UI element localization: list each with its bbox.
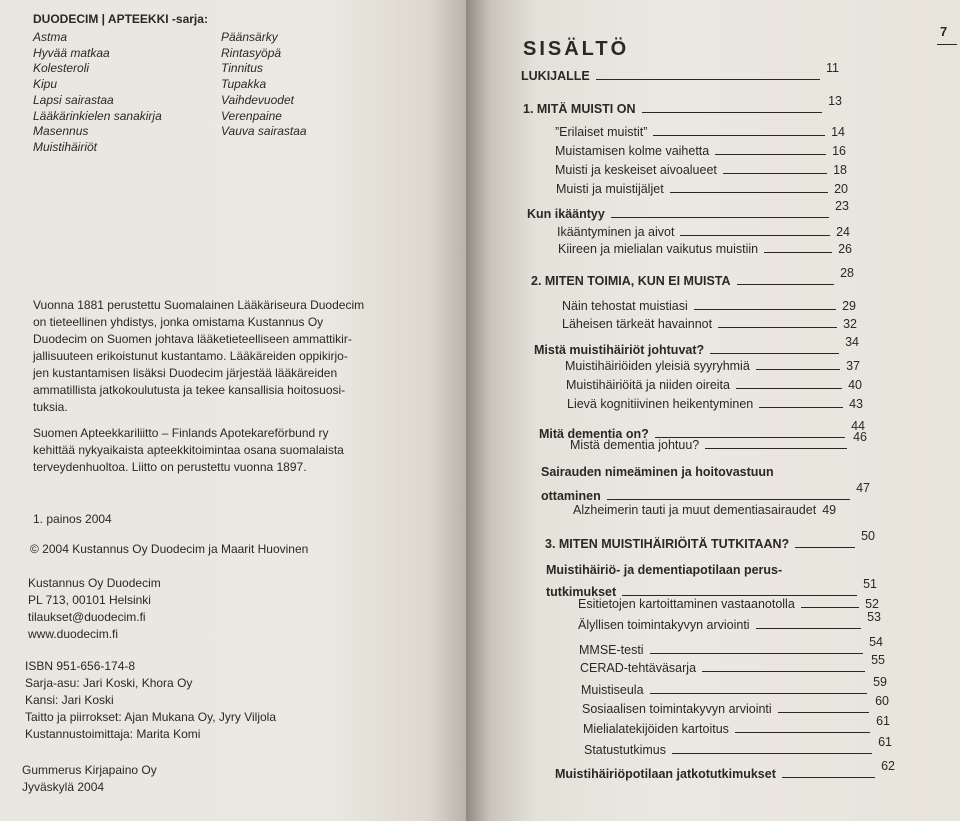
toc-entry-page: 24 [836, 225, 850, 239]
toc-leader [653, 135, 825, 136]
series-item: Masennus [33, 124, 89, 139]
toc-entry-title: tutkimukset [546, 585, 617, 599]
series-item: Verenpaine [221, 108, 282, 123]
page-number-rule [937, 44, 957, 45]
toc-entry-page: 32 [843, 317, 857, 331]
toc-entry [573, 503, 872, 517]
toc-entry-page: 14 [831, 125, 845, 139]
paragraph-line: jallisuuteen erikoistunut kustantamo. Lääkäreiden oppikirjo- [33, 349, 348, 363]
toc-leader [795, 547, 855, 548]
toc-entry-page: 49 [822, 503, 837, 517]
toc-entry-page: 13 [828, 94, 842, 108]
toc-entry-title: Muistihäiriöiden yleisiä syyryhmiä [565, 359, 750, 373]
toc-entry-title: Muistiseula [581, 683, 644, 697]
toc-entry [523, 94, 842, 116]
toc-leader [596, 79, 820, 80]
toc-entry [562, 317, 857, 331]
toc-leader [670, 192, 828, 193]
credit-line: Taitto ja piirrokset: Ajan Mukana Oy, Jyry Viljola [25, 710, 276, 724]
toc-entry-page: 52 [865, 597, 879, 611]
toc-entry [555, 759, 895, 781]
series-item: Päänsärky [221, 30, 278, 44]
toc-entry-page: 62 [881, 759, 895, 773]
toc-entry-page: 55 [871, 653, 885, 667]
series-item: Lääkärinkielen sanakirja [33, 108, 162, 123]
credit-line: Kansi: Jari Koski [25, 693, 114, 707]
toc-entry-page: 44 [851, 419, 865, 433]
paragraph-line: Suomen Apteekkariliitto – Finlands Apotekareförbund ry [33, 426, 329, 440]
toc-leader [778, 712, 869, 713]
toc-leader [710, 353, 839, 354]
toc-entry-title: Muisti ja muistijäljet [556, 182, 664, 196]
series-item: Tupakka [221, 77, 267, 92]
toc-leader [705, 448, 847, 449]
paragraph-line: ammatillista jatkokoulutusta ja tekee kansallisia hoitosuosi- [33, 383, 346, 397]
toc-entry [555, 144, 846, 158]
toc-entry [580, 653, 885, 675]
toc-entry-page: 28 [840, 266, 854, 280]
series-title: DUODECIM | APTEEKKI -sarja: [33, 12, 208, 26]
toc-entry [555, 125, 845, 139]
copyright: © 2004 Kustannus Oy Duodecim ja Maarit Huovinen [30, 542, 309, 556]
paragraph-line: Vuonna 1881 perustettu Suomalainen Lääkäriseura Duodecim [33, 298, 365, 312]
toc-entry [566, 378, 862, 392]
duodecim-paragraph [33, 297, 364, 416]
toc-entry-page: 50 [861, 529, 875, 543]
toc-entry [578, 610, 881, 632]
toc-leader [672, 753, 872, 754]
toc-leader [611, 217, 829, 218]
series-list-col1 [33, 30, 162, 156]
toc-entry-page: 59 [873, 675, 887, 689]
series-item: Hyvää matkaa [33, 45, 110, 60]
paragraph-line: Duodecim on Suomen johtava lääketieteelliseen ammattikir- [33, 332, 352, 346]
publisher-line: www.duodecim.fi [28, 627, 119, 641]
toc-leader [642, 112, 823, 113]
credit-line: Sarja-asu: Jari Koski, Khora Oy [25, 676, 193, 690]
toc-leader [650, 693, 868, 694]
toc-leader [650, 653, 864, 654]
publisher-line: PL 713, 00101 Helsinki [28, 593, 151, 607]
toc-entry-page: 29 [842, 299, 856, 313]
toc-leader [622, 595, 857, 596]
series-item: Vauva sairastaa [221, 124, 307, 139]
toc-entry-page: 54 [869, 635, 883, 649]
toc-entry-title: Lievä kognitiivinen heikentyminen [567, 397, 754, 411]
series-item: Lapsi sairastaa [33, 92, 114, 107]
toc-leader [715, 154, 826, 155]
toc-entry [578, 597, 879, 611]
toc-entry-page: 46 [853, 430, 867, 444]
toc-leader [782, 777, 875, 778]
toc-leader [756, 628, 862, 629]
toc-entry-page: 61 [878, 735, 892, 749]
toc-entry-title: Mielialatekijöiden kartoitus [583, 722, 729, 736]
toc-entry-page: 43 [849, 397, 863, 411]
toc-entry [562, 299, 856, 313]
publisher-line: tilaukset@duodecim.fi [28, 610, 146, 624]
toc-entry-page: 37 [846, 359, 860, 373]
printer-info [22, 762, 157, 796]
toc-entry [534, 335, 859, 357]
toc-entry-page: 23 [835, 199, 849, 213]
toc-entry-title: 1. MITÄ MUISTI ON [523, 102, 636, 116]
toc-entry-page: 16 [832, 144, 846, 158]
toc-entry-title: Sosiaalisen toimintakyvyn arviointi [582, 702, 772, 716]
toc-entry-page: 60 [875, 694, 889, 708]
toc-entry-page: 11 [826, 61, 839, 75]
edition: 1. painos 2004 [33, 512, 112, 526]
left-page [0, 0, 466, 821]
credits [25, 658, 276, 743]
series-list-col2 [221, 30, 307, 140]
page-number: 7 [940, 24, 948, 39]
paragraph-line: jen kustantamisen lisäksi Duodecim järjestää lääkäreiden [33, 366, 338, 380]
paragraph-line: terveydenhuoltoa. Liitto on perustettu vuonna 1897. [33, 460, 307, 474]
toc-entry [545, 529, 875, 551]
toc-entry-title: Muistihäiriöpotilaan jatkotutkimukset [555, 767, 776, 781]
series-item: Kolesteroli [33, 61, 90, 76]
toc-entry-page: 20 [834, 182, 848, 196]
toc-entry-page: 51 [863, 577, 877, 591]
toc-entry-title: CERAD-tehtäväsarja [580, 661, 697, 675]
toc-entry-title: Esitietojen kartoittaminen vastaanotolla [578, 597, 795, 611]
toc-leader [736, 388, 842, 389]
toc-leader [694, 309, 836, 310]
paragraph-line: on tieteellinen yhdistys, jonka omistama Kustannus Oy [33, 315, 324, 329]
toc-entry-title: Läheisen tärkeät havainnot [562, 317, 713, 331]
toc-entry-title: Mitä dementia on? [539, 427, 649, 441]
toc-leader [737, 284, 835, 285]
toc-entry [521, 61, 839, 83]
toc-entry-title: Kiireen ja mielialan vaikutus muistiin [558, 242, 759, 256]
toc-heading: SISÄLTÖ [523, 38, 630, 60]
series-item: Vaihdevuodet [221, 92, 294, 107]
toc-leader [702, 671, 865, 672]
toc-entry [556, 182, 848, 196]
toc-entry-page: 53 [867, 610, 881, 624]
toc-entry [555, 163, 847, 177]
toc-entry-title: 3. MITEN MUISTIHÄIRIÖITÄ TUTKITAAN? [545, 537, 790, 551]
toc-entry [527, 199, 849, 221]
series-item: Astma [33, 30, 68, 44]
apteekkariliitto-paragraph [33, 425, 344, 476]
toc-entry-page: 34 [845, 335, 859, 349]
toc-leader [764, 252, 832, 253]
toc-entry-page: 61 [876, 714, 890, 728]
toc-entry [531, 266, 854, 288]
toc-entry-title: Mistä dementia johtuu? [570, 438, 700, 452]
toc-entry-title: 2. MITEN TOIMIA, KUN EI MUISTA [531, 274, 731, 288]
paragraph-line: kehittää nykyaikaista apteekkitoimintaa osana suomalaista [33, 443, 344, 457]
toc-leader [801, 607, 859, 608]
toc-entry-title: Mistä muistihäiriöt johtuvat? [534, 343, 705, 357]
toc-entry-title: LUKIJALLE [521, 69, 590, 83]
toc-entry [567, 397, 863, 411]
toc-leader [723, 173, 827, 174]
toc-entry-title: Muisti ja keskeiset aivoalueet [555, 163, 717, 177]
toc-entry-title: Älyllisen toimintakyvyn arviointi [578, 618, 750, 632]
publisher-info [28, 575, 161, 643]
toc-entry-title: Muistihäiriöitä ja niiden oireita [566, 378, 730, 392]
toc-entry-title-line1: Muistihäiriö- ja dementiapotilaan perus- [546, 563, 783, 577]
toc-entry-title: MMSE-testi [579, 643, 644, 657]
toc-entry [579, 635, 883, 657]
toc-entry-title: Muistamisen kolme vaihetta [555, 144, 710, 158]
toc-entry [558, 242, 852, 256]
credit-line: Kustannustoimittaja: Marita Komi [25, 727, 201, 741]
toc-entry-page: 47 [856, 481, 870, 495]
toc-entry [557, 225, 850, 239]
toc-leader [759, 407, 843, 408]
toc-leader [735, 732, 870, 733]
toc-entry-title: Kun ikääntyy [527, 207, 605, 221]
toc-entry-title: Näin tehostat muistiasi [562, 299, 688, 313]
series-item: Kipu [33, 77, 58, 92]
toc-leader [718, 327, 837, 328]
toc-entry-title-line1: Sairauden nimeäminen ja hoitovastuun [541, 465, 774, 479]
paragraph-line: tuksia. [33, 400, 68, 414]
toc-leader [607, 499, 850, 500]
toc-entry-page: 26 [838, 242, 852, 256]
toc-leader [756, 369, 840, 370]
toc-entry-title: Alzheimerin tauti ja muut dementiasairaudet [573, 503, 817, 517]
toc-entry-page: 40 [848, 378, 862, 392]
toc-entry-title: ottaminen [541, 489, 601, 503]
series-item: Rintasyöpä [221, 45, 282, 60]
toc-entry-page: 18 [833, 163, 847, 177]
publisher-line: Kustannus Oy Duodecim [28, 576, 161, 590]
toc-entry [581, 675, 887, 697]
toc-entry-title: ”Erilaiset muistit” [555, 125, 648, 139]
toc-entry-title: Ikääntyminen ja aivot [557, 225, 675, 239]
toc-entry [541, 481, 870, 503]
toc-entry [584, 735, 892, 757]
printer-line: Gummerus Kirjapaino Oy [22, 763, 157, 777]
credit-line: ISBN 951-656-174-8 [25, 659, 136, 673]
toc-entry [565, 359, 860, 373]
toc-entry [582, 694, 889, 716]
series-item: Muistihäiriöt [33, 139, 98, 154]
toc-entry [583, 714, 890, 736]
series-item: Tinnitus [221, 61, 263, 76]
toc-leader [680, 235, 830, 236]
printer-line: Jyväskylä 2004 [22, 780, 105, 794]
toc-entry-title: Statustutkimus [584, 743, 666, 757]
